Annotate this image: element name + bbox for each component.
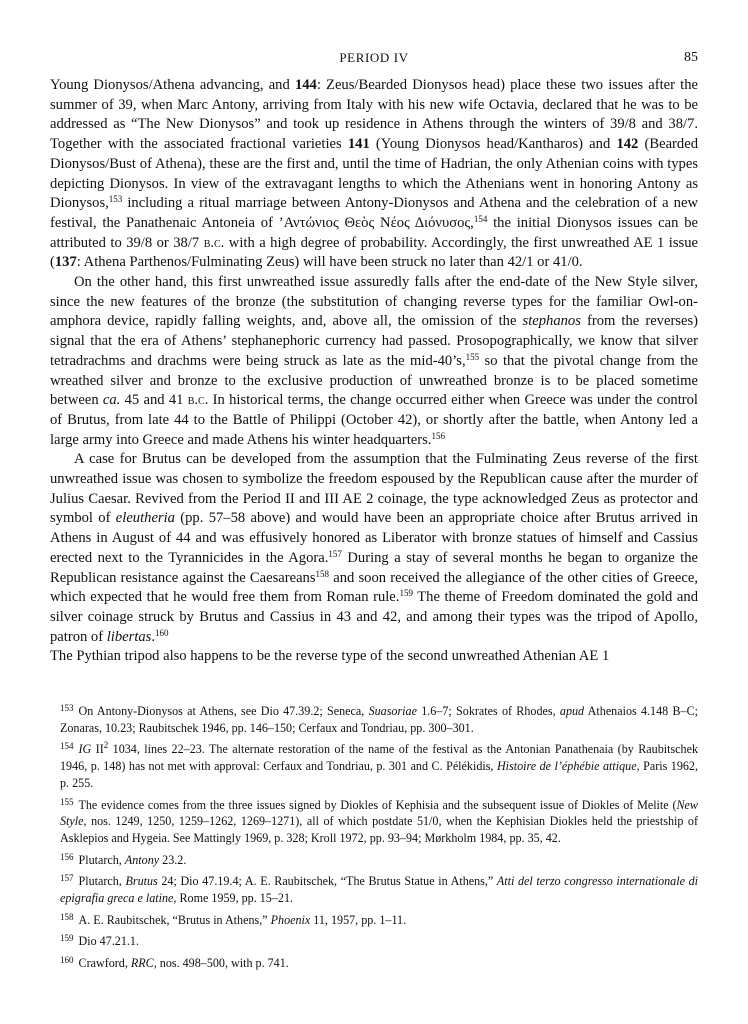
running-head [50,50,698,68]
footnote-ref: 155 [465,351,480,362]
footnote-ref: 158 [315,568,330,579]
footnote-156: $^{156}$ Plutarch, Antony 23.2. [60,851,187,867]
footnote-ref: 157 [328,548,342,559]
footnote-155: $^{155}$ The evidence comes from the three issues signed by Diokles of Kephisia and the subsequent issue of Diokles of Melite (New Style, nos. 1249, 1250, 1259–1262, 1269–1271), all of which postdate 51/0, when the Kephisian Diokles held the priestship of Asklepios and Hygeia. See Mattingly 1969, p. 328; Kroll 1972, pp. 93–94; Mørkholm 1984, pp. 35, 42. [60,796,698,845]
footnote-158: $^{158}$ A. E. Raubitschek, “Brutus in Athens,” Phoenix 11, 1957, pp. 1–11. [60,911,407,927]
paragraph-3: A case for Brutus can be developed from the assumption that the Fulminating Zeus reverse of the first unwreathed issue was chosen to symbolize the freedom espoused by the Republican cause after the murder of Julius Caesar. Revived from the Period II and III AE 2 coinage, the type acknowledged Zeus as protector and symbol of eleutheria (pp. 57–58 above) and would have been an appropriate choice after Brutus arrived in Athens in August of 44 and was effusively honored as Liberator with bronze statues of himself and Cassius erected next to the Tyrannicides in the Agora.$^{157}$ During a stay of several months he began to organize the Republican resistance against the Caesareans$^{158}$ and soon received the allegiance of the other cities of Greece, which expected that he would free them from Roman rule.$^{159}$ The theme of Freedom dominated the gold and silver coinage struck by Brutus and Cassius in 43 and 42, and among their types was the tripod of Apollo, patron of libertas.$^{160}$ [50,451,699,645]
running-head-title: PERIOD IV [339,50,409,65]
footnote-ref: 160 [155,627,169,638]
coin-ref: 137 [54,254,77,271]
footnote-159: $^{159}$ Dio 47.21.1. [60,933,139,949]
footnotes [50,700,698,974]
paragraph-4: The Pythian tripod also happens to be the reverse type of the second unwreathed Athenian AE 1 [50,648,610,665]
coin-ref: 141 [347,136,370,153]
footnote-160: $^{160}$ Crawford, RRC, nos. 498–500, with p. 741. [60,955,289,971]
paragraph-1: Young Dionysos/Athena advancing, and 144: Zeus/Bearded Dionysos head) place these two issues after the summer of 39, when Marc Antony, arriving from Italy with his new wife Octavia, declared that he was to be addressed as “The New Dionysos” and took up residence in Athens through the winters of 39/8 and 38/7. Together with the associated fractional varieties 141 (Young Dionysos head/Kantharos) and 142 (Bearded Dionysos/Bust of Athena), these are the first and, until the time of Hadrian, the only Athenian coins with types depicting Dionysos. In view of the extravagant lengths to which the Athenians went in honoring Antony as Dionysos,$^{153}$ including a ritual marriage between Antony-Dionysos and Athena and the celebration of a new festival, the Panathenaic Antoneia of ’Αντώνιος Θεὸς Νέος Διόνυσος,$^{154}$ the initial Dionysos issues can be attributed to 39/8 or 38/7 b.c. with a high degree of probability. Accordingly, the first unwreathed AE 1 issue (137: Athena Parthenos/Fulminating Zeus) will have been struck no later than 42/1 or 41/0. [50,77,698,271]
footnote-154: $^{154}$ IG $II^2$ 1034, lines 22–23. The alternate restoration of the name of the festival as the Antonian Panathenaia (by Raubitschek 1946, p. 148) has not met with approval: Cerfaux and Tondriau, p. 301 and C. Pélékidis, Histoire de l’éphébie attique, Paris 1962, p. 255. [60,740,699,790]
footnote-ref: 159 [399,588,413,599]
footnote-ref: 153 [108,194,123,205]
footnote-153: $^{153}$ On Antony-Dionysos at Athens, see Dio 47.39.2; Seneca, Suasoriae 1.6–7; Sokrates of Rhodes, apud Athenaios 4.148 B–C; Zonaras, 10.23; Raubitschek 1946, pp. 146–150; Cerfaux and Tondriau, pp. 300–301. [60,703,698,735]
page-number: 85 [684,50,698,65]
coin-ref: 142 [616,136,639,153]
paragraph-2: On the other hand, this first unwreathed issue assuredly falls after the end-date of the New Style silver, since the new features of the bronze (the substitution of changing reverse types for the familiar Owl-on-amphora device, rapidly falling weights, and, above all, the omission of the stephanos from the reverses) signal that the era of Athens’ stephanephoric currency had passed. Prosopographically, we know that silver tetradrachms and drachms were being struck as late as the mid-40’s,$^{155}$ so that the pivotal change from the wreathed silver and bronze to the exclusive production of unwreathed bronze is to be placed sometime between ca. 45 and 41 b.c. In historical terms, the change occurred either when Greece was under the control of Brutus, from late 44 to the Battle of Philippi (October 42), or shortly after the battle, when Antony led a large army into Greece and made Athens his winter headquarters.$^{156}$ [50,274,699,448]
footnote-ref: 156 [431,430,445,441]
body-text [50,76,698,667]
footnote-ref: 154 [473,213,488,224]
coin-ref: 144 [294,77,317,93]
footnote-157: $^{157}$ Plutarch, Brutus 24; Dio 47.19.4; A. E. Raubitschek, “The Brutus Statue in Athens,” Atti del terzo congresso internationale di epigrafia greca e latine, Rome 1959, pp. 15–21. [60,873,698,906]
